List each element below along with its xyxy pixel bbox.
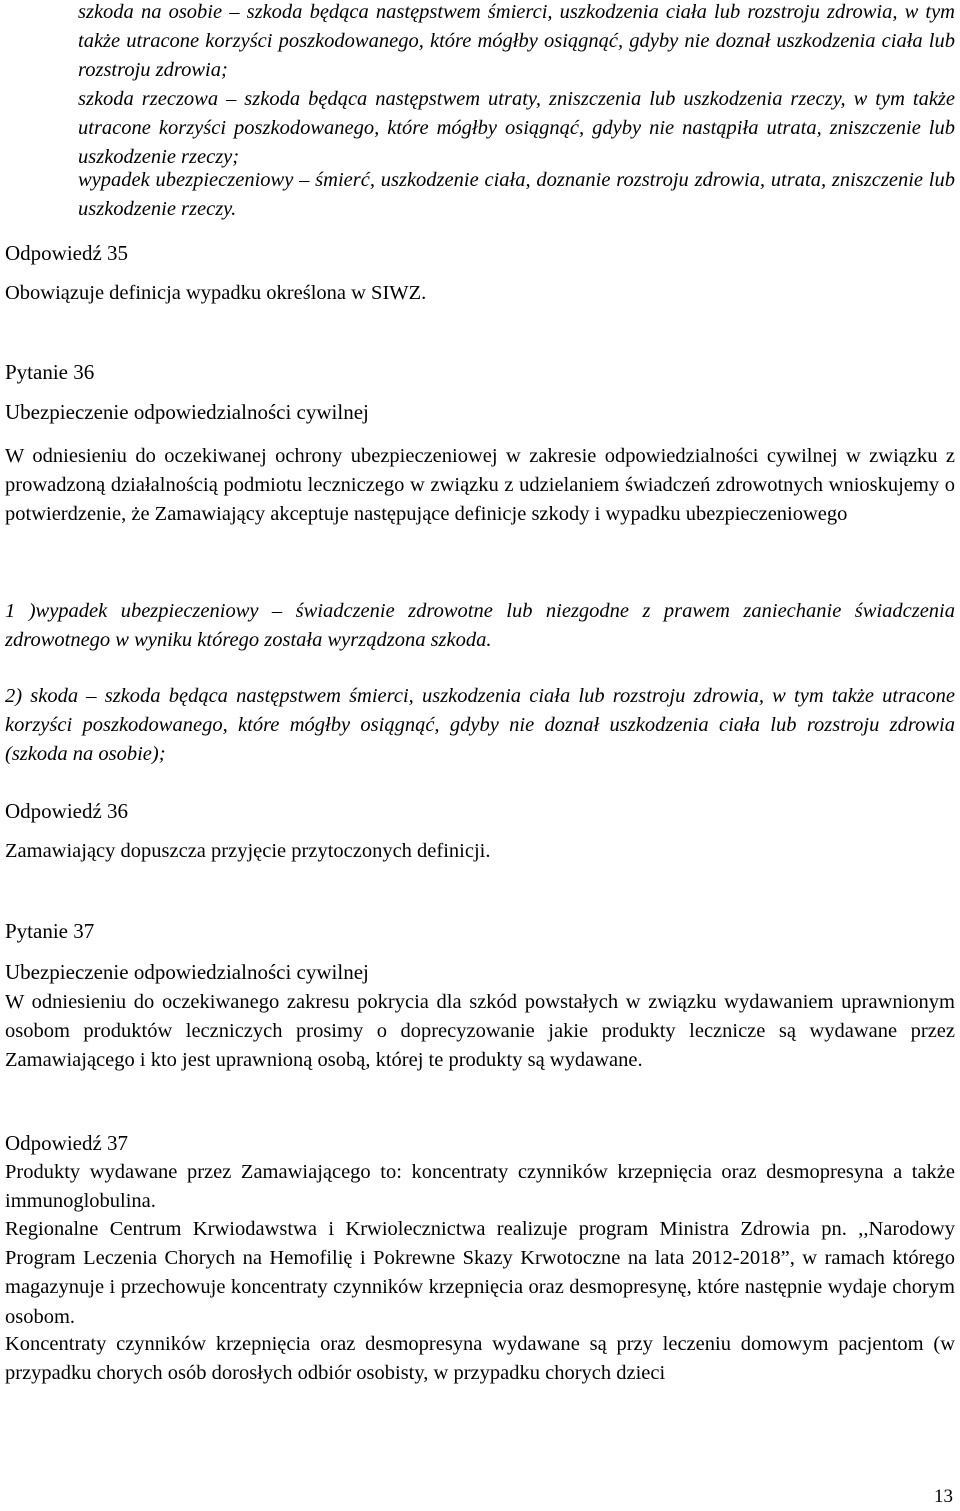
answer-35-text: Obowiązuje definicja wypadku określona w SIWZ.: [5, 282, 427, 304]
question-36-subheading: Ubezpieczenie odpowiedzialności cywilnej: [5, 400, 369, 424]
answer-37-paragraph-3: Koncentraty czynników krzepnięcia oraz desmopresyna wydawane są przy leczeniu domowym pacjentom (w przypadku chorych osób dorosłych odbiór osobisty, w przypadku chorych dzieci: [5, 1333, 955, 1385]
answer-35-heading: Odpowiedź 35: [5, 241, 129, 265]
page-number: 13: [934, 1486, 953, 1507]
question-37-subheading: Ubezpieczenie odpowiedzialności cywilnej: [5, 960, 369, 984]
answer-37-paragraph-1: Produkty wydawane przez Zamawiającego to: koncentraty czynników krzepnięcia oraz desmopresyna a także immunoglobulina.: [5, 1161, 955, 1213]
question-36-item-2: 2) skoda – szkoda będąca następstwem śmierci, uszkodzenia ciała lub rozstroju zdrowia, w tym także utracone korzyści poszkodowanego, które mógłby osiągnąć, gdyby nie doznał uszkodzenia ciała lub rozstroju zdrowia (szkoda na osobie);: [5, 685, 955, 766]
question-37-text: W odniesieniu do oczekiwanego zakresu pokrycia dla szkód powstałych w związku wydawaniem uprawnionym osobom produktów leczniczych prosimy o doprecyzowanie jakie produkty lecznicze są wydawane przez Zamawiającego i kto jest uprawnioną osobą, której te produkty są wydawane.: [5, 991, 955, 1072]
definition-szkoda-na-osobie: szkoda na osobie – szkoda będąca następstwem śmierci, uszkodzenia ciała lub rozstroju zdrowia, w tym także utracone korzyści poszkodowanego, które mógłby osiągnąć, gdyby nie doznał uszkodzenia ciała lub rozstroju zdrowia;: [78, 1, 955, 82]
answer-37-paragraph-2: Regionalne Centrum Krwiodawstwa i Krwiolecznictwa realizuje program Ministra Zdrowia pn. ,,Narodowy Program Leczenia Chorych na Hemofilię i Pokrewne Skazy Krwotoczne na lata 2012-2018”, w ramach którego magazynuje i przechowuje koncentraty czynników krzepnięcia oraz desmopresynę, które następnie wydaje chorym osobom.: [5, 1218, 955, 1328]
question-36-item-1: 1 )wypadek ubezpieczeniowy – świadczenie zdrowotne lub niezgodne z prawem zaniechanie świadczenia zdrowotnego w wyniku którego została wyrządzona szkoda.: [5, 600, 955, 652]
answer-36-heading: Odpowiedź 36: [5, 799, 129, 823]
definition-szkoda-rzeczowa: szkoda rzeczowa – szkoda będąca następstwem utraty, zniszczenia lub uszkodzenia rzeczy, w tym także utracone korzyści poszkodowanego, które mógłby osiągnąć, gdyby nie nastąpiła utrata, zniszczenie lub uszkodzenie rzeczy;: [78, 88, 955, 169]
question-36-heading: Pytanie 36: [5, 360, 95, 384]
question-37-heading: Pytanie 37: [5, 919, 95, 943]
definition-wypadek-ubezpieczeniowy: wypadek ubezpieczeniowy – śmierć, uszkodzenie ciała, doznanie rozstroju zdrowia, utrata, zniszczenie lub uszkodzenie rzeczy.: [78, 169, 955, 221]
question-36-text: W odniesieniu do oczekiwanej ochrony ubezpieczeniowej w zakresie odpowiedzialności cywilnej w związku z prowadzoną działalnością podmiotu leczniczego w związku z udzielaniem świadczeń zdrowotnych wnioskujemy o potwierdzenie, że Zamawiający akceptuje następujące definicje szkody i wypadku ubezpieczeniowego: [5, 445, 955, 526]
answer-37-heading: Odpowiedź 37: [5, 1131, 129, 1155]
answer-36-text: Zamawiający dopuszcza przyjęcie przytoczonych definicji.: [5, 840, 491, 862]
